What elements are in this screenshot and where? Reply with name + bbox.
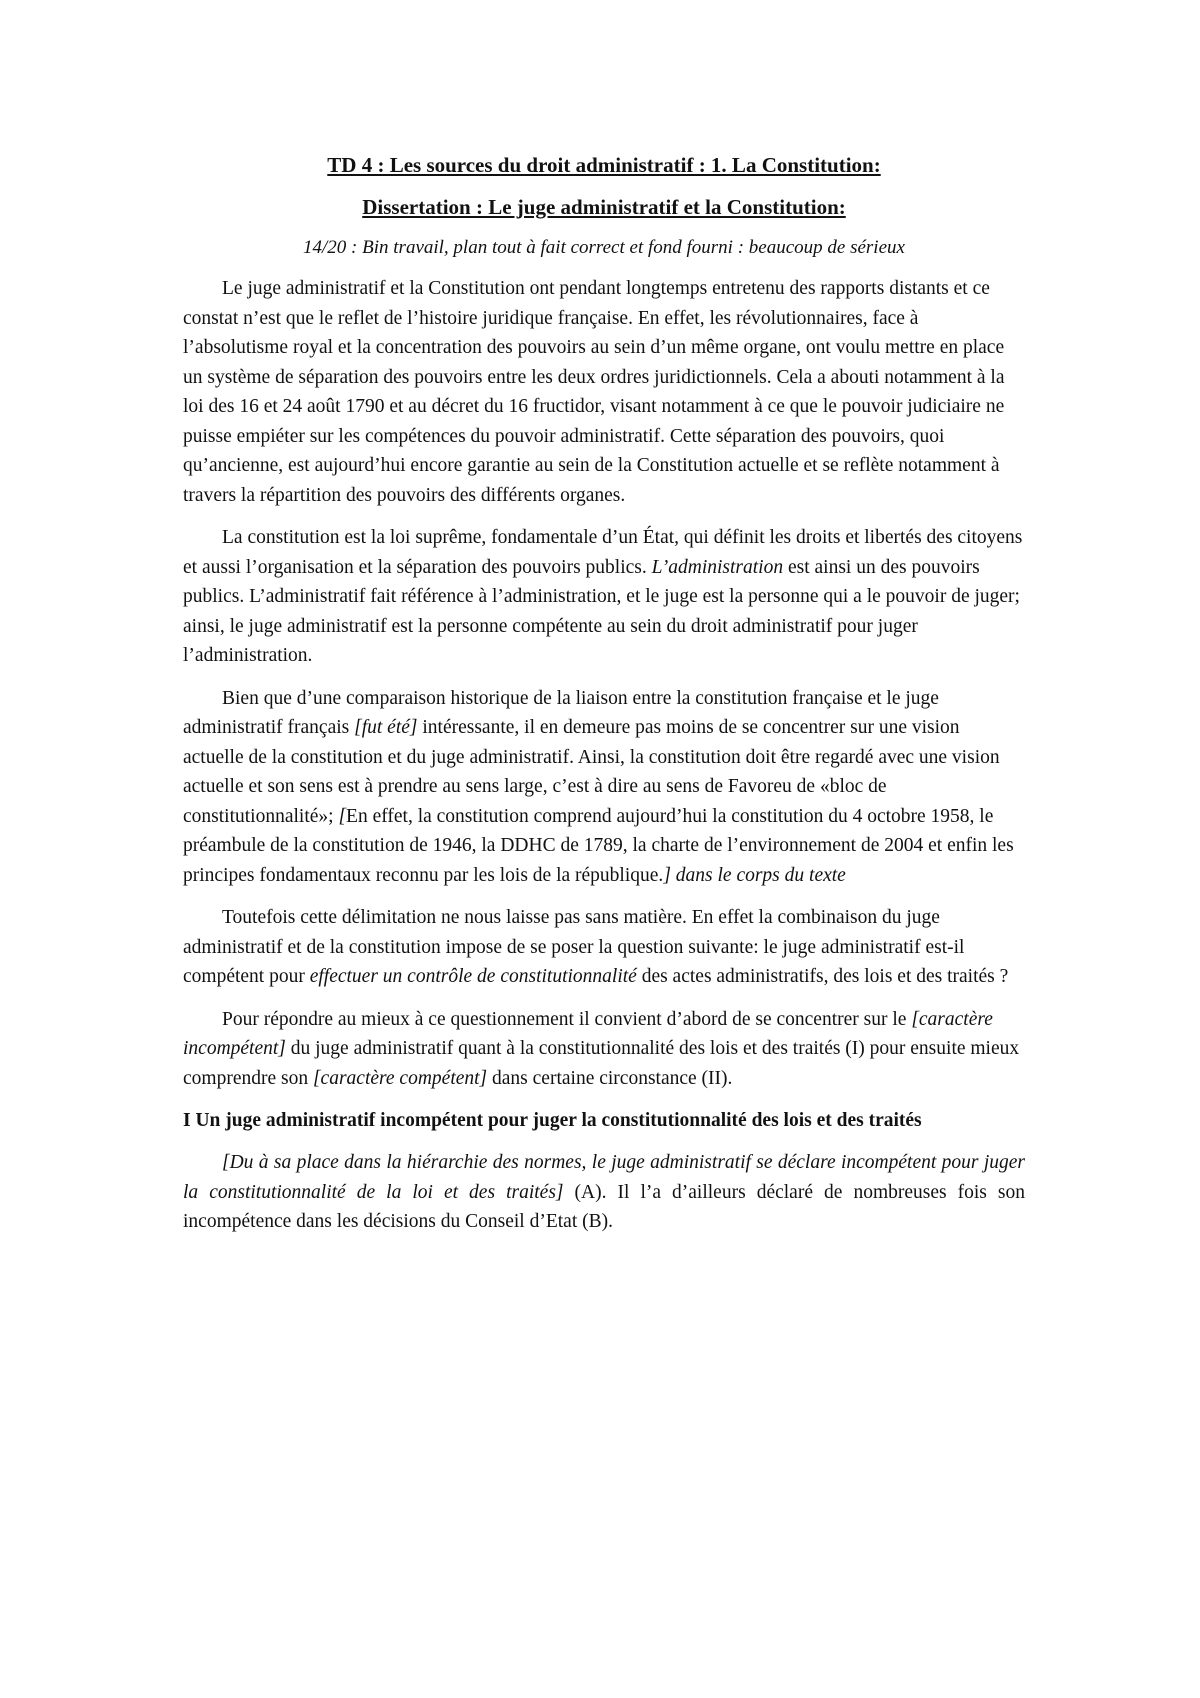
text-run: des actes administratifs, des lois et des traités ?: [636, 966, 1009, 987]
section-heading-part-1: I Un juge administratif incompétent pour juger la constitutionnalité des lois et des traités: [183, 1110, 922, 1131]
paragraph-part-1-chapeau: [183, 1148, 1025, 1237]
text-run: Bien que d’une comparaison historique de la liaison entre la constitution française et le juge administratif français: [183, 687, 939, 738]
text-run: Toutefois cette délimitation ne nous laisse pas sans matière. En effet la combinaison du juge administratif et de la constitution impose de se poser la question suivante: le juge administratif est-il compétent pour: [183, 907, 965, 987]
correction-note: [Du à sa place dans la hiérarchie des normes, le juge administratif se déclare incompétent pour juger la constitutionnalité de la loi et des traités]: [183, 1152, 1025, 1203]
correction-note: [: [338, 805, 347, 827]
text-run: dans certaine circonstance (II).: [487, 1067, 733, 1089]
dissertation-subject: Dissertation : Le juge administratif et la Constitution:: [362, 195, 846, 219]
correction-note: ] dans le corps du texte: [663, 864, 846, 886]
text-run: du juge administratif quant à la constitutionnalité des lois et des traités (I) pour ensuite mieux comprendre son: [183, 1038, 1020, 1089]
italic-run: L’administration: [651, 556, 784, 578]
paragraph-scope: [183, 684, 1025, 891]
text-run: Pour répondre au mieux à ce questionnement il convient d’abord de se concentrer sur le: [222, 1008, 912, 1030]
paragraph-plan-announcement: [183, 1005, 1025, 1094]
correction-note: [caractère compétent]: [312, 1067, 488, 1089]
correction-note: [fut été]: [354, 717, 418, 738]
paragraph-intro-history: Le juge administratif et la Constitution ont pendant longtemps entretenu des rapports distants et ce constat n’est que le reflet de l’histoire juridique française. En effet, les révolutionnaires, face à l’absolutisme royal et la concentration des pouvoirs au sein d’un même organe, ont voulu mettre en place un système de séparation des pouvoirs entre les deux ordres juridictionnels. Cela a abouti notamment à la loi des 16 et 24 août 1790 et au décret du 16 fructidor, visant notamment à ce que le pouvoir judiciaire ne puisse empiéter sur les compétences du pouvoir administratif. Cette séparation des pouvoirs, quoi qu’ancienne, est aujourd’hui encore garantie au sein de la Constitution actuelle et se reflète notamment à travers la répartition des pouvoirs des différents organes.: [183, 278, 1005, 506]
text-run: intéressante, il en demeure pas moins de se concentrer sur une vision actuelle de la constitution et du juge administratif. Ainsi, la constitution doit être regardé avec une vision actuelle et son sens est à prendre au sens large, c’est à dire au sens de Favoreu de «bloc de constitutionnalité»;: [183, 717, 1000, 827]
text-run: (A). Il l’a d’ailleurs déclaré de nombreuses fois son incompétence dans les décisions du Conseil d’Etat (B).: [183, 1181, 1025, 1232]
document-body: [183, 150, 1025, 1250]
grade-comment: 14/20 : Bin travail, plan tout à fait correct et fond fourni : beaucoup de sérieux: [303, 237, 905, 258]
italic-run: effectuer un contrôle de constitutionnalité: [309, 966, 637, 987]
document-title: TD 4 : Les sources du droit administratif : 1. La Constitution:: [327, 153, 881, 177]
text-run: est ainsi un des pouvoirs publics. L’administratif fait référence à l’administration, et le juge est la personne qui a le pouvoir de juger; ainsi, le juge administratif est la personne compétente au sein du droit administratif pour juger l’administration.: [183, 556, 1020, 666]
paragraph-problematic: [183, 903, 1025, 992]
text-run: En effet, la constitution comprend aujourd’hui la constitution du 4 octobre 1958, le préambule de la constitution de 1946, la DDHC de 1789, la charte de l’environnement de 2004 et enfin les principes fondamentaux reconnu par les lois de la république.: [183, 805, 1014, 886]
paragraph-definition: [183, 523, 1025, 671]
text-run: La constitution est la loi suprême, fondamentale d’un État, qui définit les droits et libertés des citoyens et aussi l’organisation et la séparation des pouvoirs publics.: [183, 527, 1023, 578]
correction-note: [caractère incompétent]: [183, 1008, 993, 1059]
